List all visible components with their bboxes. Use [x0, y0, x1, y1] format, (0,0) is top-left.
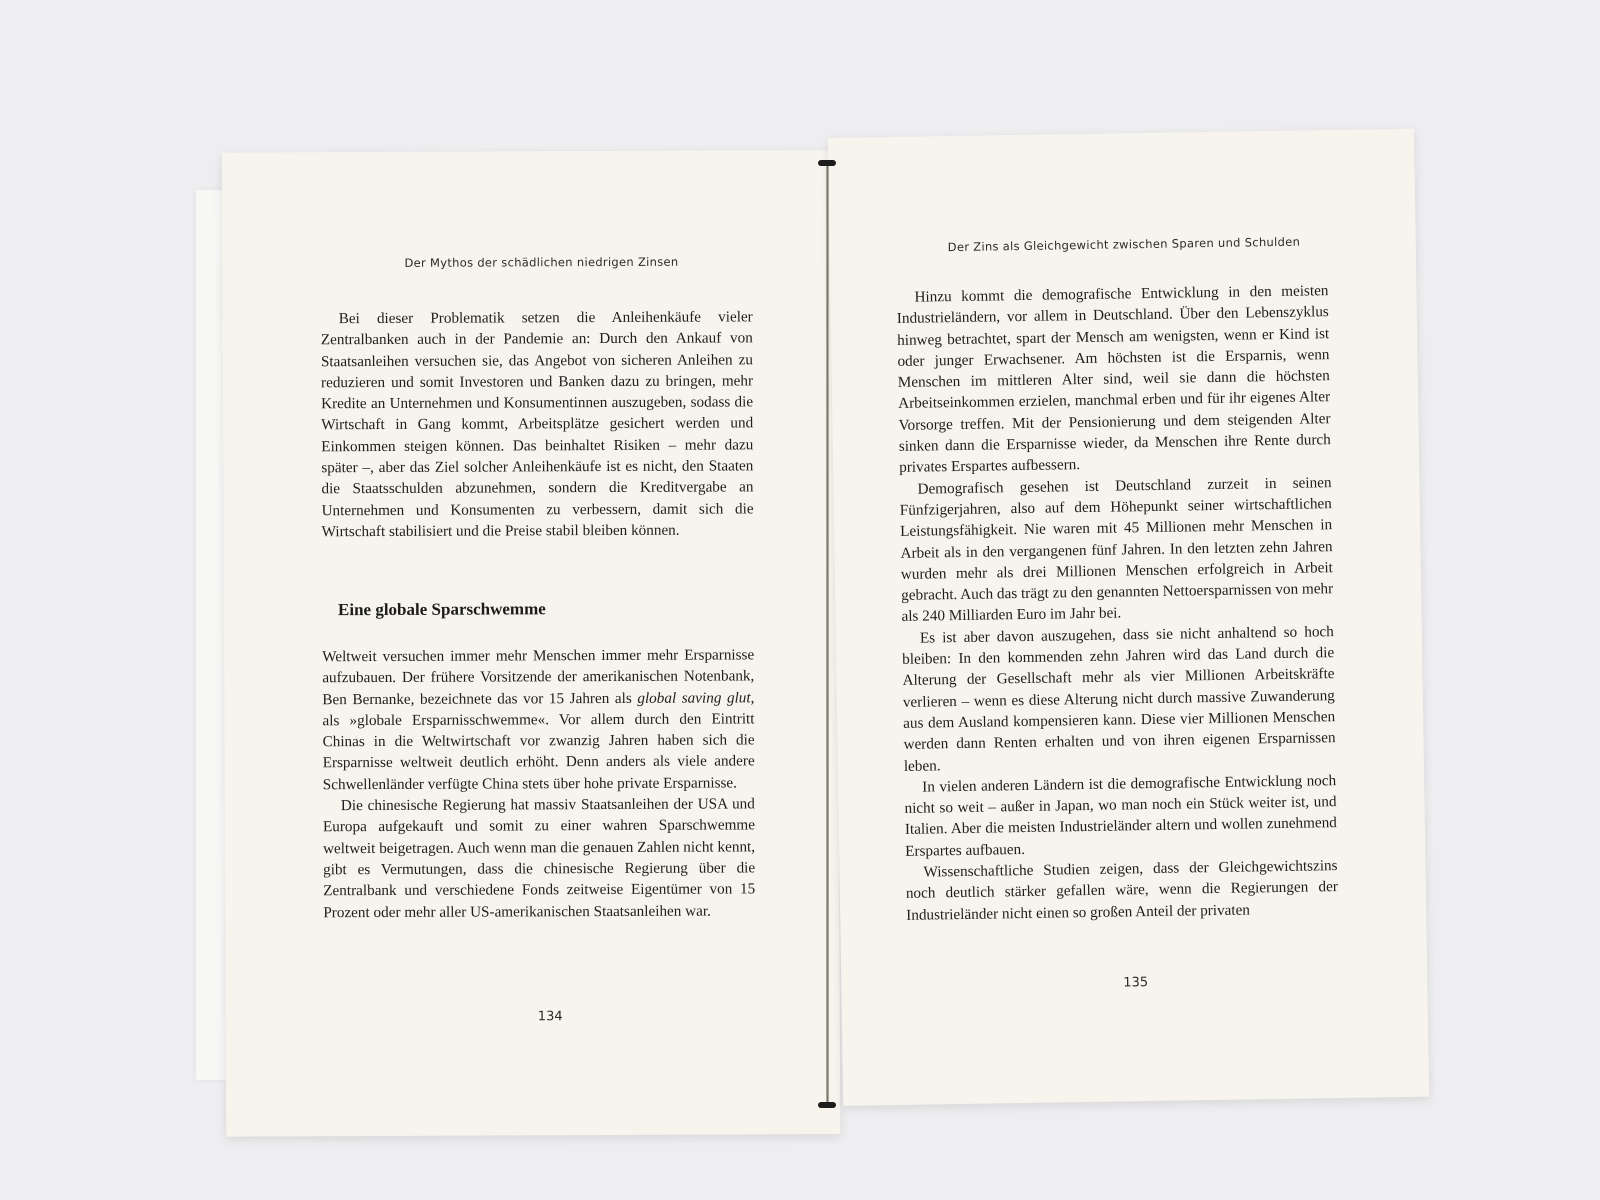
left-page: [222, 150, 840, 1137]
left-page-number: 134: [537, 1009, 563, 1025]
right-paragraph-3: Es ist aber davon auszugehen, dass sie nicht anhaltend so hoch bleiben: In den kommenden zehn Jahren wird das Land durch die Alterung der Gesellschaft mehr als vier Millionen Arbeitskräfte verlieren – wenn es diese Alterung nicht durch massive Zuwanderung aus dem Ausland kompensieren kann. Diese vier Millionen Menschen werden dann Renten erhalten und von ihren eigenen Ersparnissen leben.: [902, 622, 1336, 775]
right-page-number: 135: [1123, 975, 1149, 991]
open-book: [222, 138, 1414, 1134]
section-heading: Eine globale Sparschwemme: [337, 599, 546, 620]
left-paragraph-2-start: Weltweit versuchen immer mehr Menschen immer mehr Ersparnisse aufzubauen. Der frühere Vorsitzende der amerikanischen Notenbank, Ben Bernanke, bezeichnete das vor 15 Jahren als: [322, 646, 755, 708]
left-paragraph-2: [322, 644, 755, 795]
right-paragraph-5: Wissenschaftliche Studien zeigen, dass der Gleichgewichtszins noch deutlich stärker gefallen wäre, wenn die Regierungen der Industrieländer nicht einen so großen Anteil der privaten: [905, 857, 1338, 924]
left-paragraph-2-italic-term: global saving glut: [637, 688, 751, 707]
right-running-head: Der Zins als Gleichgewicht zwischen Sparen und Schulden: [947, 234, 1301, 255]
right-paragraph-2: Demografisch gesehen ist Deutschland zurzeit in seinen Fünfzigerjahren, also auf dem Höhepunkt seiner wirtschaftlichen Leistungsfähigkeit. Nie waren mit 45 Millionen mehr Menschen in Arbeit als in den vergangenen fünf Jahren. In den letzten zehn Jahren wurden mehr als drei Millionen Menschen erfolgreich in Arbeit gebracht. Auch das trägt zu den genannten Nettoersparnissen von mehr als 240 Milliarden Euro im Jahr bei.: [899, 473, 1334, 626]
book-spine: [826, 160, 829, 1108]
spine-headband-bottom: [818, 1102, 836, 1108]
left-text-block-1: [321, 306, 754, 542]
left-text-block-2: [322, 644, 755, 923]
left-paragraph-2-end: , als »globale Ersparnisschwemme«. Vor allem durch den Eintritt Chinas in die Weltwirtschaft vor zwanzig Jahren haben sich die Ersparnisse weltweit deutlich erhöht. Denn anders als viele andere Schwellenländer verfügte China stets über hohe private Ersparnisse.: [322, 688, 755, 794]
spine-headband-top: [818, 160, 836, 166]
right-text-block: [896, 280, 1338, 926]
right-paragraph-4: In vielen anderen Ländern ist die demografische Entwicklung noch nicht so weit – außer in Japan, wo man noch ein Stück weiter ist, und Italien. Aber die meisten Industrieländer altern und wollen zunehmend Erspartes aufbauen.: [904, 771, 1337, 860]
left-running-head: Der Mythos der schädlichen niedrigen Zinsen: [404, 254, 679, 270]
left-paragraph-3: Die chinesische Regierung hat massiv Staatsanleihen der USA und Europa aufgekauft und somit zu einer wahren Sparschwemme weltweit beigetragen. Auch wenn man die genauen Zahlen nicht kennt, gibt es Vermutungen, dass die chinesische Regierung über die Zentralbank und verschiedene Fonds zeitweise Eigentümer von 15 Prozent oder mehr aller US-amerikanischen Staatsanleihen war.: [322, 795, 756, 921]
right-paragraph-1: Hinzu kommt die demografische Entwicklung in den meisten Industrieländern, vor allem in Deutschland. Über den Lebenszyklus hinweg betrachtet, spart der Mensch am wenigsten, wenn er Kind ist oder junger Erwachsener. Am höchsten ist die Ersparnis, wenn Menschen im mittleren Alter sind, weil sie dann die höchsten Arbeitseinkommen erzielen, manchmal erben und für ihr eigenes Alter Vorsorge treffen. Mit der Pensionierung und dem steigenden Alter sinken dann die Ersparnisse wieder, da Menschen ihre Rente durch privates Erspartes aufbessern.: [896, 282, 1331, 477]
left-paragraph-1: Bei dieser Problematik setzen die Anleihenkäufe vieler Zentralbanken auch in der Pandemie an: Durch den Ankauf von Staatsanleihen versuchen sie, das Angebot von sicheren Anleihen zu reduzieren und somit Investoren und Banken dazu zu bringen, mehr Kredite an Unternehmen und Konsumentinnen auszugeben, sodass die Wirtschaft in Gang kommt, Arbeitsplätze gesichert werden und Einkommen steigen können. Das beinhaltet Risiken – mehr dazu später –, aber das Ziel solcher Anleihenkäufe ist es nicht, den Staaten die Staatsschulden abzunehmen, sondern die Kreditvergabe an Unternehmen und Konsumenten zu verbessern, damit sich die Wirtschaft stabilisiert und die Preise stabil bleiben können.: [320, 308, 754, 541]
right-page: [828, 129, 1429, 1106]
